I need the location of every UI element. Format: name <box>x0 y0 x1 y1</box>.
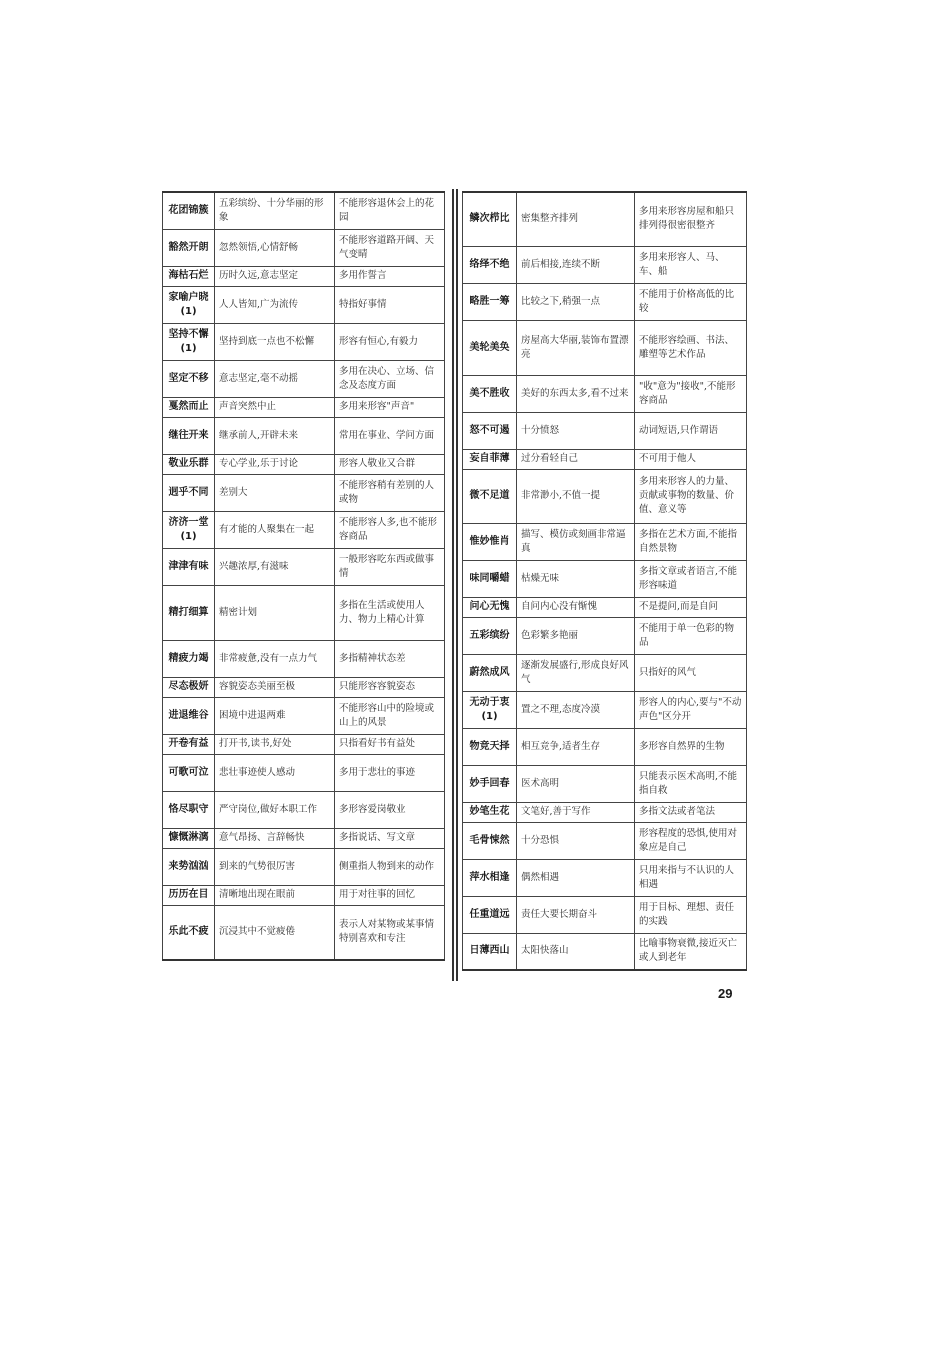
table-row <box>163 585 445 640</box>
table-row <box>463 654 747 691</box>
idiom-meaning: 人人皆知,广为流传 <box>215 286 335 323</box>
table-row <box>163 905 445 960</box>
table-row <box>463 691 747 728</box>
idiom-meaning: 到来的气势很厉害 <box>215 848 335 885</box>
column-divider-line-2 <box>456 189 458 981</box>
table-row <box>463 320 747 375</box>
idiom-term: 蔚然成风 <box>463 654 517 691</box>
idiom-term: 慷慨淋漓 <box>163 828 215 848</box>
idiom-usage: 多指在艺术方面,不能指自然景物 <box>635 523 747 560</box>
table-row <box>463 523 747 560</box>
table-row <box>163 360 445 397</box>
idiom-meaning: 非常疲惫,没有一点力气 <box>215 640 335 677</box>
idiom-meaning: 逐渐发展盛行,形成良好风气 <box>517 654 635 691</box>
idiom-meaning: 严守岗位,做好本职工作 <box>215 791 335 828</box>
table-row <box>463 283 747 320</box>
idiom-term: 坚定不移 <box>163 360 215 397</box>
idiom-term: 毛骨悚然 <box>463 822 517 859</box>
idiom-meaning: 声音突然中止 <box>215 397 335 417</box>
idiom-usage: "收"意为"接收",不能形容商品 <box>635 375 747 412</box>
idiom-table-left-body <box>163 192 445 960</box>
idiom-usage: 只能形容容貌姿态 <box>335 677 445 697</box>
table-row <box>163 323 445 360</box>
idiom-meaning: 房屋高大华丽,装饰布置漂亮 <box>517 320 635 375</box>
idiom-usage: 形容程度的恐惧,使用对象应是自己 <box>635 822 747 859</box>
idiom-usage: 多用来形容房屋和船只排列得很密很整齐 <box>635 192 747 246</box>
table-row <box>463 449 747 469</box>
idiom-usage: 特指好事情 <box>335 286 445 323</box>
idiom-term: 无动于衷(1) <box>463 691 517 728</box>
idiom-meaning: 悲壮事迹使人感动 <box>215 754 335 791</box>
table-row <box>463 896 747 933</box>
idiom-usage: 多形容自然界的生物 <box>635 728 747 765</box>
table-row <box>163 697 445 734</box>
idiom-term: 津津有味 <box>163 548 215 585</box>
idiom-usage: 只指看好书有益处 <box>335 734 445 754</box>
idiom-term: 恪尽职守 <box>163 791 215 828</box>
idiom-usage: 多用来形容人的力量、贡献或事物的数量、价值、意义等 <box>635 469 747 523</box>
idiom-usage: 不能用于单一色彩的物品 <box>635 617 747 654</box>
idiom-usage: 多指文法或者笔法 <box>635 802 747 822</box>
idiom-meaning: 前后相接,连续不断 <box>517 246 635 283</box>
idiom-meaning: 沉浸其中不觉疲倦 <box>215 905 335 960</box>
idiom-meaning: 文笔好,善于写作 <box>517 802 635 822</box>
table-row <box>163 677 445 697</box>
idiom-term: 问心无愧 <box>463 597 517 617</box>
table-row <box>163 548 445 585</box>
idiom-term: 怒不可遏 <box>463 412 517 449</box>
table-row <box>163 474 445 511</box>
idiom-usage: 只用来指与不认识的人相遇 <box>635 859 747 896</box>
idiom-term: 进退维谷 <box>163 697 215 734</box>
idiom-usage: 不能形容绘画、书法、雕塑等艺术作品 <box>635 320 747 375</box>
idiom-term: 戛然而止 <box>163 397 215 417</box>
idiom-usage: 不能形容山中的险境或山上的风景 <box>335 697 445 734</box>
table-row <box>163 848 445 885</box>
table-row <box>163 229 445 266</box>
idiom-term: 来势汹汹 <box>163 848 215 885</box>
idiom-usage: 多指文章或者语言,不能形容味道 <box>635 560 747 597</box>
idiom-meaning: 兴趣浓厚,有滋味 <box>215 548 335 585</box>
idiom-meaning: 美好的东西太多,看不过来 <box>517 375 635 412</box>
idiom-meaning: 五彩缤纷、十分华丽的形象 <box>215 192 335 229</box>
idiom-usage: 不能形容人多,也不能形容商品 <box>335 511 445 548</box>
idiom-term: 任重道远 <box>463 896 517 933</box>
table-row <box>463 728 747 765</box>
idiom-usage: 多用来形容人、马、车、船 <box>635 246 747 283</box>
idiom-meaning: 意气昂扬、言辞畅快 <box>215 828 335 848</box>
idiom-usage: 不可用于他人 <box>635 449 747 469</box>
table-row <box>163 791 445 828</box>
table-row <box>463 469 747 523</box>
idiom-term: 敬业乐群 <box>163 454 215 474</box>
idiom-usage: 形容有恒心,有毅力 <box>335 323 445 360</box>
idiom-usage: 多指精神状态差 <box>335 640 445 677</box>
table-row <box>463 822 747 859</box>
idiom-usage: 比喻事物衰微,接近灭亡或人到老年 <box>635 933 747 970</box>
idiom-usage: 多形容爱岗敬业 <box>335 791 445 828</box>
idiom-usage: 侧重指人物到来的动作 <box>335 848 445 885</box>
idiom-usage: 用于目标、理想、责任的实践 <box>635 896 747 933</box>
idiom-usage: 形容人的内心,要与"不动声色"区分开 <box>635 691 747 728</box>
idiom-term: 鳞次栉比 <box>463 192 517 246</box>
idiom-usage: 一般形容吃东西或做事情 <box>335 548 445 585</box>
idiom-term: 日薄西山 <box>463 933 517 970</box>
column-divider-line <box>452 189 454 981</box>
idiom-term: 可歌可泣 <box>163 754 215 791</box>
idiom-meaning: 忽然领悟,心情舒畅 <box>215 229 335 266</box>
idiom-term: 惟妙惟肖 <box>463 523 517 560</box>
table-row <box>463 246 747 283</box>
idiom-usage: 表示人对某物或某事情特别喜欢和专注 <box>335 905 445 960</box>
page-number: 29 <box>718 986 733 1001</box>
idiom-usage: 用于对往事的回忆 <box>335 885 445 905</box>
idiom-meaning: 十分恐惧 <box>517 822 635 859</box>
idiom-meaning: 太阳快落山 <box>517 933 635 970</box>
idiom-term: 妄自菲薄 <box>463 449 517 469</box>
idiom-meaning: 精密计划 <box>215 585 335 640</box>
table-row <box>463 597 747 617</box>
idiom-meaning: 置之不理,态度冷漠 <box>517 691 635 728</box>
idiom-usage: 不能用于价格高低的比较 <box>635 283 747 320</box>
idiom-meaning: 十分愤怒 <box>517 412 635 449</box>
idiom-term: 迥乎不同 <box>163 474 215 511</box>
idiom-usage: 形容人敬业又合群 <box>335 454 445 474</box>
idiom-term: 略胜一筹 <box>463 283 517 320</box>
idiom-term: 美不胜收 <box>463 375 517 412</box>
idiom-meaning: 差别大 <box>215 474 335 511</box>
idiom-usage: 常用在事业、学问方面 <box>335 417 445 454</box>
idiom-term: 美轮美奂 <box>463 320 517 375</box>
idiom-usage: 不能形容稍有差别的人或物 <box>335 474 445 511</box>
table-row <box>163 885 445 905</box>
table-row <box>163 454 445 474</box>
idiom-meaning: 容貌姿态美丽至极 <box>215 677 335 697</box>
idiom-usage: 只能表示医术高明,不能指自救 <box>635 765 747 802</box>
table-row <box>163 828 445 848</box>
idiom-term: 微不足道 <box>463 469 517 523</box>
table-row <box>463 933 747 970</box>
idiom-table-left <box>162 191 445 961</box>
idiom-usage: 不是提问,而是自问 <box>635 597 747 617</box>
idiom-meaning: 过分看轻自己 <box>517 449 635 469</box>
table-row <box>163 286 445 323</box>
table-row <box>163 734 445 754</box>
idiom-meaning: 医术高明 <box>517 765 635 802</box>
idiom-meaning: 坚持到底一点也不松懈 <box>215 323 335 360</box>
table-row <box>463 560 747 597</box>
idiom-meaning: 非常渺小,不值一提 <box>517 469 635 523</box>
idiom-term: 精打细算 <box>163 585 215 640</box>
idiom-usage: 多用于悲壮的事迹 <box>335 754 445 791</box>
idiom-meaning: 专心学业,乐于讨论 <box>215 454 335 474</box>
idiom-term: 继往开来 <box>163 417 215 454</box>
idiom-term: 萍水相逢 <box>463 859 517 896</box>
idiom-meaning: 自问内心没有惭愧 <box>517 597 635 617</box>
table-row <box>463 765 747 802</box>
idiom-term: 味同嚼蜡 <box>463 560 517 597</box>
idiom-usage: 不能形容退休会上的花园 <box>335 192 445 229</box>
idiom-meaning: 密集整齐排列 <box>517 192 635 246</box>
idiom-term: 家喻户晓(1) <box>163 286 215 323</box>
idiom-meaning: 相互竞争,适者生存 <box>517 728 635 765</box>
table-row <box>463 859 747 896</box>
idiom-meaning: 清晰地出现在眼前 <box>215 885 335 905</box>
idiom-usage: 不能形容道路开阔、天气变晴 <box>335 229 445 266</box>
idiom-meaning: 历时久远,意志坚定 <box>215 266 335 286</box>
table-row <box>463 412 747 449</box>
idiom-meaning: 描写、模仿或刻画非常逼真 <box>517 523 635 560</box>
table-row <box>163 640 445 677</box>
idiom-meaning: 有才能的人聚集在一起 <box>215 511 335 548</box>
idiom-meaning: 意志坚定,毫不动摇 <box>215 360 335 397</box>
idiom-term: 妙笔生花 <box>463 802 517 822</box>
idiom-usage: 多指在生活或使用人力、物力上精心计算 <box>335 585 445 640</box>
idiom-term: 络绎不绝 <box>463 246 517 283</box>
idiom-term: 五彩缤纷 <box>463 617 517 654</box>
table-row <box>463 617 747 654</box>
table-row <box>163 192 445 229</box>
idiom-term: 乐此不疲 <box>163 905 215 960</box>
table-row <box>163 511 445 548</box>
idiom-table-right <box>462 191 747 971</box>
idiom-meaning: 困境中进退两难 <box>215 697 335 734</box>
idiom-term: 豁然开朗 <box>163 229 215 266</box>
idiom-term: 妙手回春 <box>463 765 517 802</box>
idiom-meaning: 色彩繁多艳丽 <box>517 617 635 654</box>
table-row <box>163 417 445 454</box>
idiom-usage: 多用在决心、立场、信念及态度方面 <box>335 360 445 397</box>
idiom-term: 历历在目 <box>163 885 215 905</box>
table-row <box>463 802 747 822</box>
idiom-usage: 多用作誓言 <box>335 266 445 286</box>
idiom-meaning: 枯燥无味 <box>517 560 635 597</box>
table-row <box>163 397 445 417</box>
idiom-meaning: 责任大要长期奋斗 <box>517 896 635 933</box>
idiom-meaning: 打开书,读书,好处 <box>215 734 335 754</box>
idiom-usage: 动词短语,只作谓语 <box>635 412 747 449</box>
idiom-meaning: 继承前人,开辟未来 <box>215 417 335 454</box>
idiom-meaning: 偶然相遇 <box>517 859 635 896</box>
idiom-term: 物竞天择 <box>463 728 517 765</box>
idiom-term: 开卷有益 <box>163 734 215 754</box>
idiom-usage: 多用来形容"声音" <box>335 397 445 417</box>
table-row <box>163 754 445 791</box>
idiom-term: 尽态极妍 <box>163 677 215 697</box>
idiom-term: 坚持不懈(1) <box>163 323 215 360</box>
table-row <box>463 192 747 246</box>
idiom-table-right-body <box>463 192 747 970</box>
idiom-term: 海枯石烂 <box>163 266 215 286</box>
idiom-meaning: 比较之下,稍强一点 <box>517 283 635 320</box>
idiom-usage: 只指好的风气 <box>635 654 747 691</box>
table-row <box>463 375 747 412</box>
table-row <box>163 266 445 286</box>
idiom-term: 精疲力竭 <box>163 640 215 677</box>
idiom-usage: 多指说话、写文章 <box>335 828 445 848</box>
idiom-term: 花团锦簇 <box>163 192 215 229</box>
idiom-term: 济济一堂(1) <box>163 511 215 548</box>
